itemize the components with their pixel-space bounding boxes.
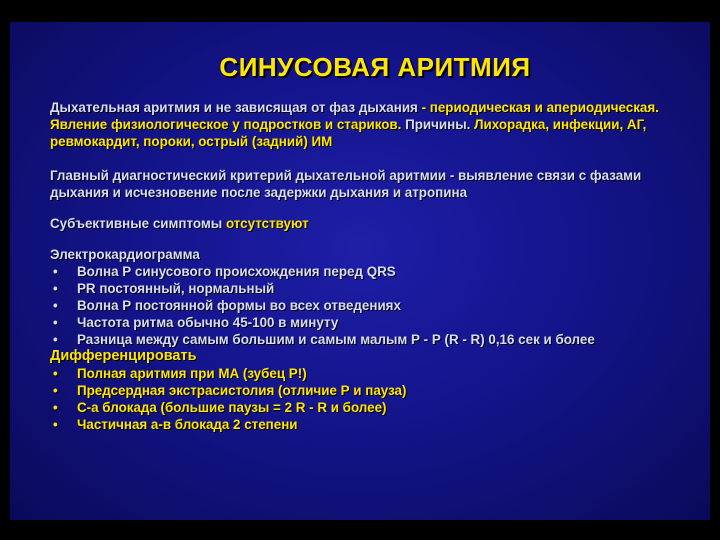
slide xyxy=(10,22,710,520)
symptoms-lead: Субъективные симптомы xyxy=(50,216,223,231)
paragraph-criterion xyxy=(50,167,690,201)
list-item: • Частичная а-в блокада 2 степени xyxy=(53,417,298,432)
list-item: • Волна Р синусового происхождения перед QRS xyxy=(53,264,396,279)
diff-heading: Дифференцировать xyxy=(50,348,197,364)
bullet-icon: • xyxy=(53,315,58,330)
bullet-icon: • xyxy=(53,281,58,296)
criterion-lead: Главный диагностический критерий дыхательной аритмии xyxy=(50,168,447,183)
list-item: • Частота ритма обычно 45-100 в минуту xyxy=(53,315,339,330)
bullet-icon: • xyxy=(53,366,58,381)
bullet-icon: • xyxy=(53,383,58,398)
list-item: • PR постоянный, нормальный xyxy=(53,281,275,296)
ecg-heading: Электрокардиограмма xyxy=(50,247,200,262)
causes-list: Лихорадка, инфекции, АГ, ревмокардит, пороки, острый (задний) ИМ xyxy=(50,117,647,149)
paragraph-forms xyxy=(50,99,690,150)
paragraph-symptoms xyxy=(50,215,690,232)
list-item: • Предсердная экстрасистолия (отличие Р и пауза) xyxy=(53,383,407,398)
bullet-icon: • xyxy=(53,400,58,415)
forms-lead: Дыхательная аритмия и не зависящая от фаз дыхания xyxy=(50,100,418,115)
bullet-icon: • xyxy=(53,417,58,432)
ecg-list xyxy=(50,263,690,348)
list-item: • Разница между самым большим и самым малым Р - Р (R - R) 0,16 сек и более xyxy=(53,332,595,347)
slide-title: СИНУСОВАЯ АРИТМИЯ xyxy=(219,52,531,82)
symptoms-desc: отсутствуют xyxy=(222,216,309,231)
bullet-icon: • xyxy=(53,298,58,313)
bullet-icon: • xyxy=(53,264,58,279)
list-item: • Полная аритмия при МА (зубец Р!) xyxy=(53,366,307,381)
list-item: • С-а блокада (большие паузы = 2 R - R и более) xyxy=(53,400,387,415)
diff-list xyxy=(50,365,690,433)
criterion-desc: - выявление связи с фазами дыхания и исчезновение после задержки дыхания и атропина xyxy=(50,168,642,200)
list-item: • Волна Р постоянной формы во всех отведениях xyxy=(53,298,401,313)
bullet-icon: • xyxy=(53,332,58,347)
forms-desc: - периодическая и апериодическая. Явление физиологическое у подростков и стариков. xyxy=(50,100,659,132)
causes-label: Причины. xyxy=(401,117,471,132)
